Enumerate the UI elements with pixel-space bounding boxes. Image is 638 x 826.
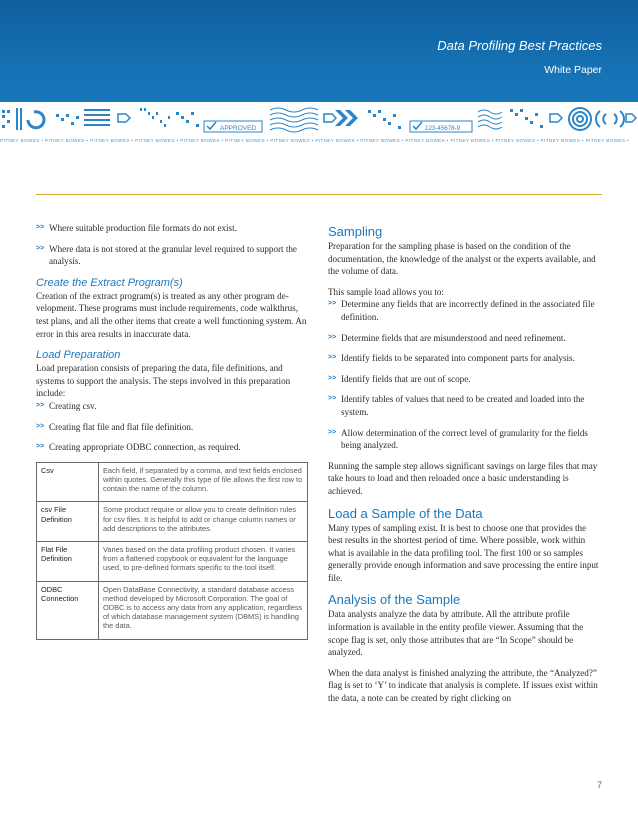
bullet-marker: >>: [328, 428, 337, 436]
left-column: [36, 222, 308, 640]
section-body-load-sample: Many types of sampling exist. It is best to choose one that provides the best results in the shortest period of time. Where possible, work within what is available in the data profiling tool. The first 100 or so samples generally provide enough information and save processing the entire input file.: [328, 522, 599, 583]
list-item: [328, 393, 602, 418]
svg-text:APPROVED: APPROVED: [220, 125, 257, 132]
list-item-text: Where data is not stored at the granular level required to support the analysis.: [49, 243, 297, 267]
table-row: [37, 502, 308, 542]
document-title: Data Profiling Best Practices: [437, 38, 602, 53]
list-item-text: Allow determination of the correct level of granularity for the fields being analyzed.: [341, 427, 588, 451]
section-heading-load-prep: Load Preparation: [36, 349, 121, 362]
section-rule: [36, 194, 602, 195]
bullet-marker: >>: [328, 300, 337, 308]
bullet-marker: >>: [36, 422, 45, 430]
decorative-pattern-graphic: [0, 102, 638, 136]
target-icon: [569, 108, 591, 130]
list-item: [36, 400, 308, 413]
brand-text-strip: PITNEY BOWES • PITNEY BOWES • PITNEY BOWES • PITNEY BOWES • PITNEY BOWES • PITNEY BOWES • PITNEY BOWES • PITNEY BOWES • PITNEY BOWES • PITNEY BOWES • PITNEY BOWES • PITNEY BOWES • PITNEY BOWES • PITNEY BOWES •: [0, 136, 638, 145]
bullet-marker: >>: [328, 395, 337, 403]
section-heading-load-sample: Load a Sample of the Data: [328, 505, 483, 521]
document-subtitle: White Paper: [544, 64, 602, 76]
section-body-analysis: Data analysts analyze the data by attribute. All the attribute profile information is available in the entity profile viewer. Assuming that the scope flag is set, only those attributes that are “In Scope” should be analyzed.: [328, 609, 584, 658]
list-item: [328, 373, 602, 386]
list-item-text: Identify fields that are out of scope.: [341, 373, 471, 384]
bullet-marker: >>: [328, 354, 337, 362]
section-body-sampling: Preparation for the sampling phase is based on the condition of the documentation, the knowledge of the analyst or the experts available, and the volume of data.: [328, 241, 596, 277]
table-row: [37, 462, 308, 502]
decorative-pattern-strip: [0, 102, 638, 136]
section-heading-sampling: Sampling: [328, 224, 383, 239]
bullet-marker: >>: [36, 401, 45, 409]
list-item: [328, 427, 602, 452]
table-term: Flat File Definition: [37, 541, 99, 581]
bullet-marker: >>: [36, 244, 45, 252]
signal-icon: [596, 111, 624, 127]
table-description: Some product require or allow you to create definition rules for csv files. It is helpful to add or change column names or add descriptions to the attributes.: [99, 502, 308, 542]
bullet-marker: >>: [36, 224, 45, 231]
table-term: Csv: [37, 462, 99, 502]
table-row: [37, 581, 308, 639]
table-term: csv File Definition: [37, 502, 99, 542]
bullet-marker: >>: [328, 333, 337, 341]
refresh-icon: [28, 112, 44, 128]
section-body-analysis-continued: When the data analyst is finished analyzing the attribute, the “Analyzed?” flag is set to ‘Y’ to indicate that analysis is complete. If issues exist within the data, a note can be created by right clicking on: [328, 667, 598, 704]
list-item: [328, 352, 602, 365]
list-item-text: Identify tables of values that need to be created and loaded into the system.: [341, 394, 585, 417]
bullet-marker: >>: [36, 443, 45, 451]
table-description: Each field, if separated by a comma, and text fields enclosed within quotes. Generally this type of file allows the first row to contain the name of the column.: [99, 462, 308, 502]
table-term: ODBC Connection: [37, 581, 99, 639]
section-heading-extract: Create the Extract Program(s): [36, 276, 183, 289]
table-description: Varies based on the data profiling product chosen. It varies from a flattened copybook or equivalent for the language used, to pre-defined formats specific to the tool itself.: [99, 541, 308, 581]
header-banner: [0, 0, 638, 145]
list-item: [328, 332, 602, 345]
definitions-table: [36, 462, 308, 640]
list-item-text: Where suitable production file formats do not exist.: [49, 223, 237, 233]
right-column: [328, 222, 602, 705]
section-heading-analysis: Analysis of the Sample: [328, 592, 461, 608]
bullet-marker: >>: [328, 374, 337, 382]
list-item: [36, 243, 308, 268]
list-item-text: Creating flat file and flat file definition.: [49, 421, 194, 432]
list-item-text: Creating csv.: [49, 400, 97, 411]
approved-stamp: [204, 121, 262, 132]
page-number: 7: [596, 780, 602, 790]
list-item: [36, 222, 308, 235]
list-item-text: Determine fields that are misunderstood and need refinement.: [341, 332, 566, 343]
svg-text:123-45678-9: 123-45678-9: [425, 125, 461, 132]
list-item-text: Creating appropriate ODBC connection, as required.: [49, 442, 241, 453]
sampling-lead: This sample load allows you to:: [328, 286, 444, 297]
code-stamp: [410, 121, 472, 132]
sampling-closing: Running the sample step allows significant savings on large files that may take hours to load and then reloaded once a basic understanding is achieved.: [328, 460, 598, 496]
section-body-extract: Creation of the extract program(s) is treated as any other program development. These programs must include requirements, code walkthrus, test plans, and all the other items that create a well functioning system. An error in this area results in inaccurate data.: [36, 290, 307, 339]
list-item: [36, 441, 308, 454]
list-item: [328, 298, 602, 323]
table-description: Open DataBase Connectivity, a standard database access method developed by Microsoft Corporation. The goal of ODBC is to access any data from any application, regardless of which database management system (DBMS) is handling the data.: [99, 581, 308, 639]
list-item: [36, 421, 308, 434]
list-item-text: Determine any fields that are incorrectly defined in the associated file definition.: [341, 299, 595, 322]
table-row: [37, 541, 308, 581]
section-body-load-prep: Load preparation consists of preparing the data, file definitions, and systems to support the analysis. The steps involved in this preparation include:: [36, 363, 291, 399]
double-chevron-icon: [335, 110, 358, 126]
list-item-text: Identify fields to be separated into component parts for analysis.: [341, 353, 575, 364]
